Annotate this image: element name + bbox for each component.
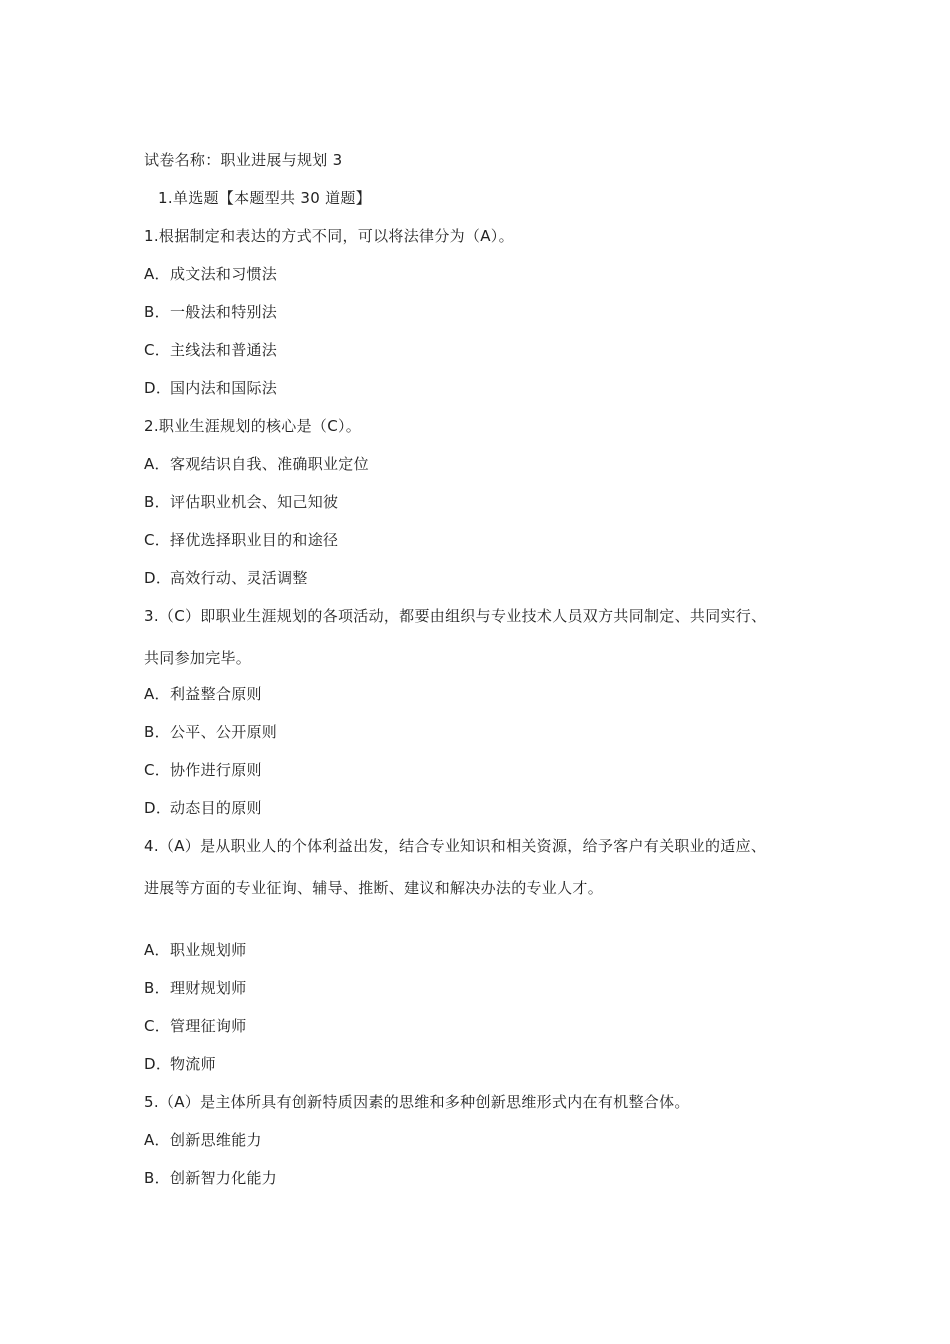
- option: D．动态目的原则: [144, 799, 262, 817]
- paper-title: 试卷名称：职业进展与规划 3: [144, 151, 343, 169]
- section-heading: 1.单选题【本题型共 30 道题】: [158, 189, 372, 207]
- question-stem: 2.职业生涯规划的核心是（C）。: [144, 417, 362, 435]
- option: A．创新思维能力: [144, 1131, 262, 1149]
- option: C．管理征询师: [144, 1017, 247, 1035]
- option: A．成文法和习惯法: [144, 265, 278, 283]
- option: B．创新智力化能力: [144, 1169, 278, 1187]
- question-stem: 3.（C）即职业生涯规划的各项活动，都要由组织与专业技术人员双方共同制定、共同实行、: [144, 607, 767, 625]
- option: D．国内法和国际法: [144, 379, 278, 397]
- question-stem: 1.根据制定和表达的方式不同，可以将法律分为（A）。: [144, 227, 514, 245]
- question-stem: 5.（A）是主体所具有创新特质因素的思维和多种创新思维形式内在有机整合体。: [144, 1093, 690, 1111]
- option: B．理财规划师: [144, 979, 247, 997]
- question-stem: 4.（A）是从职业人的个体利益出发，结合专业知识和相关资源，给予客户有关职业的适应、: [144, 837, 767, 855]
- option: C．择优选择职业目的和途径: [144, 531, 339, 549]
- option: C．主线法和普通法: [144, 341, 278, 359]
- option: A．利益整合原则: [144, 685, 262, 703]
- option: C．协作进行原则: [144, 761, 262, 779]
- option: B．评估职业机会、知己知彼: [144, 493, 339, 511]
- option: A．客观结识自我、准确职业定位: [144, 455, 369, 473]
- option: A．职业规划师: [144, 941, 247, 959]
- option: B．公平、公开原则: [144, 723, 278, 741]
- option: D．高效行动、灵活调整: [144, 569, 308, 587]
- question-stem-continuation: 共同参加完毕。: [144, 649, 252, 667]
- option: D．物流师: [144, 1055, 216, 1073]
- option: B．一般法和特别法: [144, 303, 278, 321]
- question-stem-continuation: 进展等方面的专业征询、辅导、推断、建议和解决办法的专业人才。: [144, 879, 604, 897]
